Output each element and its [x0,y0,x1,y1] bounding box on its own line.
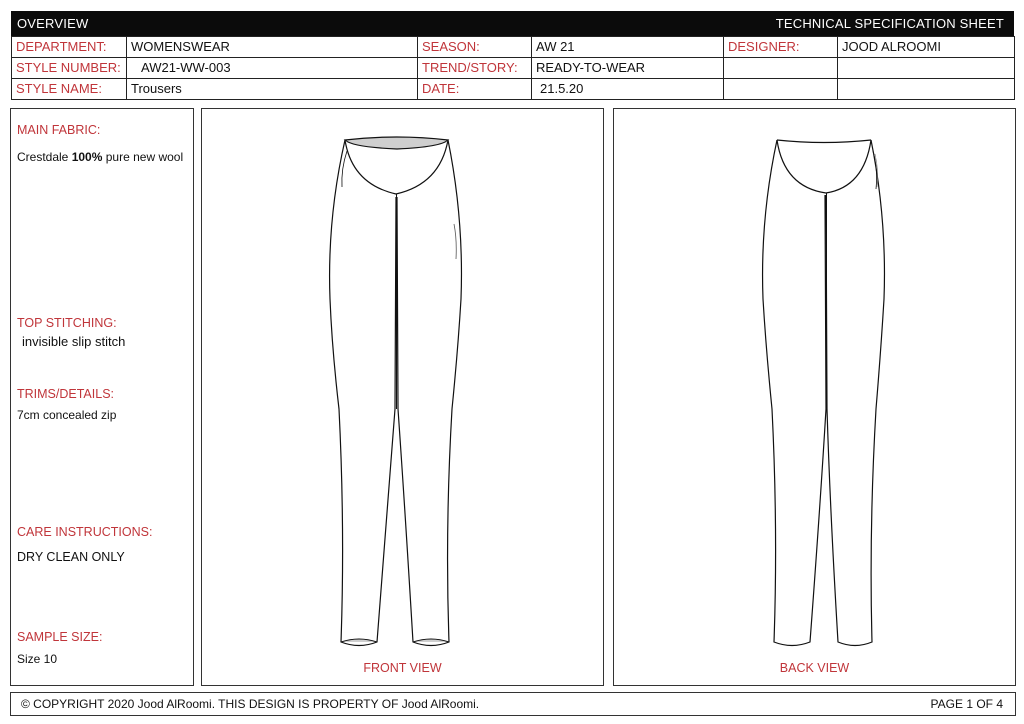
front-view-panel [201,108,604,686]
department-label: DEPARTMENT: [12,37,127,58]
season-value: AW 21 [532,37,724,58]
header-bar [11,11,1014,36]
info-row [12,37,1015,58]
back-trousers-sketch [614,109,1015,685]
info-row [12,79,1015,100]
back-view-label: BACK VIEW [779,661,850,675]
empty-cell [724,79,838,100]
trims-label: TRIMS/DETAILS: [17,387,115,401]
spec-sheet-title: TECHNICAL SPECIFICATION SHEET [775,16,1004,31]
main-fabric-text-post: pure new wool [102,150,184,164]
empty-cell [838,79,1015,100]
care-value: DRY CLEAN ONLY [17,550,125,564]
overview-title: OVERVIEW [17,16,89,31]
top-stitching-value: invisible slip stitch [22,334,126,349]
front-trousers-sketch [202,109,603,685]
main-fabric-value [17,149,189,166]
designer-label: DESIGNER: [724,37,838,58]
page-indicator: PAGE 1 OF 4 [930,697,1003,711]
season-label: SEASON: [418,37,532,58]
back-view-panel [613,108,1016,686]
main-fabric-percent: 100% [71,150,103,164]
details-panel [10,108,194,686]
main-fabric-label: MAIN FABRIC: [17,123,101,137]
date-value: 21.5.20 [532,79,724,100]
top-stitching-label: TOP STITCHING: [17,316,117,330]
sample-size-value: Size 10 [17,652,58,666]
footer-bar [10,692,1016,716]
style-name-value: Trousers [127,79,418,100]
care-label: CARE INSTRUCTIONS: [17,525,153,539]
style-name-label: STYLE NAME: [12,79,127,100]
front-view-label: FRONT VIEW [363,661,442,675]
empty-cell [838,58,1015,79]
info-table [11,36,1015,100]
trend-value: READY-TO-WEAR [532,58,724,79]
empty-cell [724,58,838,79]
designer-value: JOOD ALROOMI [838,37,1015,58]
sample-size-label: SAMPLE SIZE: [17,630,103,644]
trims-value: 7cm concealed zip [17,408,117,422]
main-fabric-text-pre: Crestdale [17,150,72,164]
department-value: WOMENSWEAR [127,37,418,58]
style-number-value: AW21-WW-003 [127,58,418,79]
copyright-text: © COPYRIGHT 2020 Jood AlRoomi. THIS DESIGN IS PROPERTY OF Jood AlRoomi. [21,697,480,711]
info-row [12,58,1015,79]
style-number-label: STYLE NUMBER: [12,58,127,79]
trend-label: TREND/STORY: [418,58,532,79]
date-label: DATE: [418,79,532,100]
